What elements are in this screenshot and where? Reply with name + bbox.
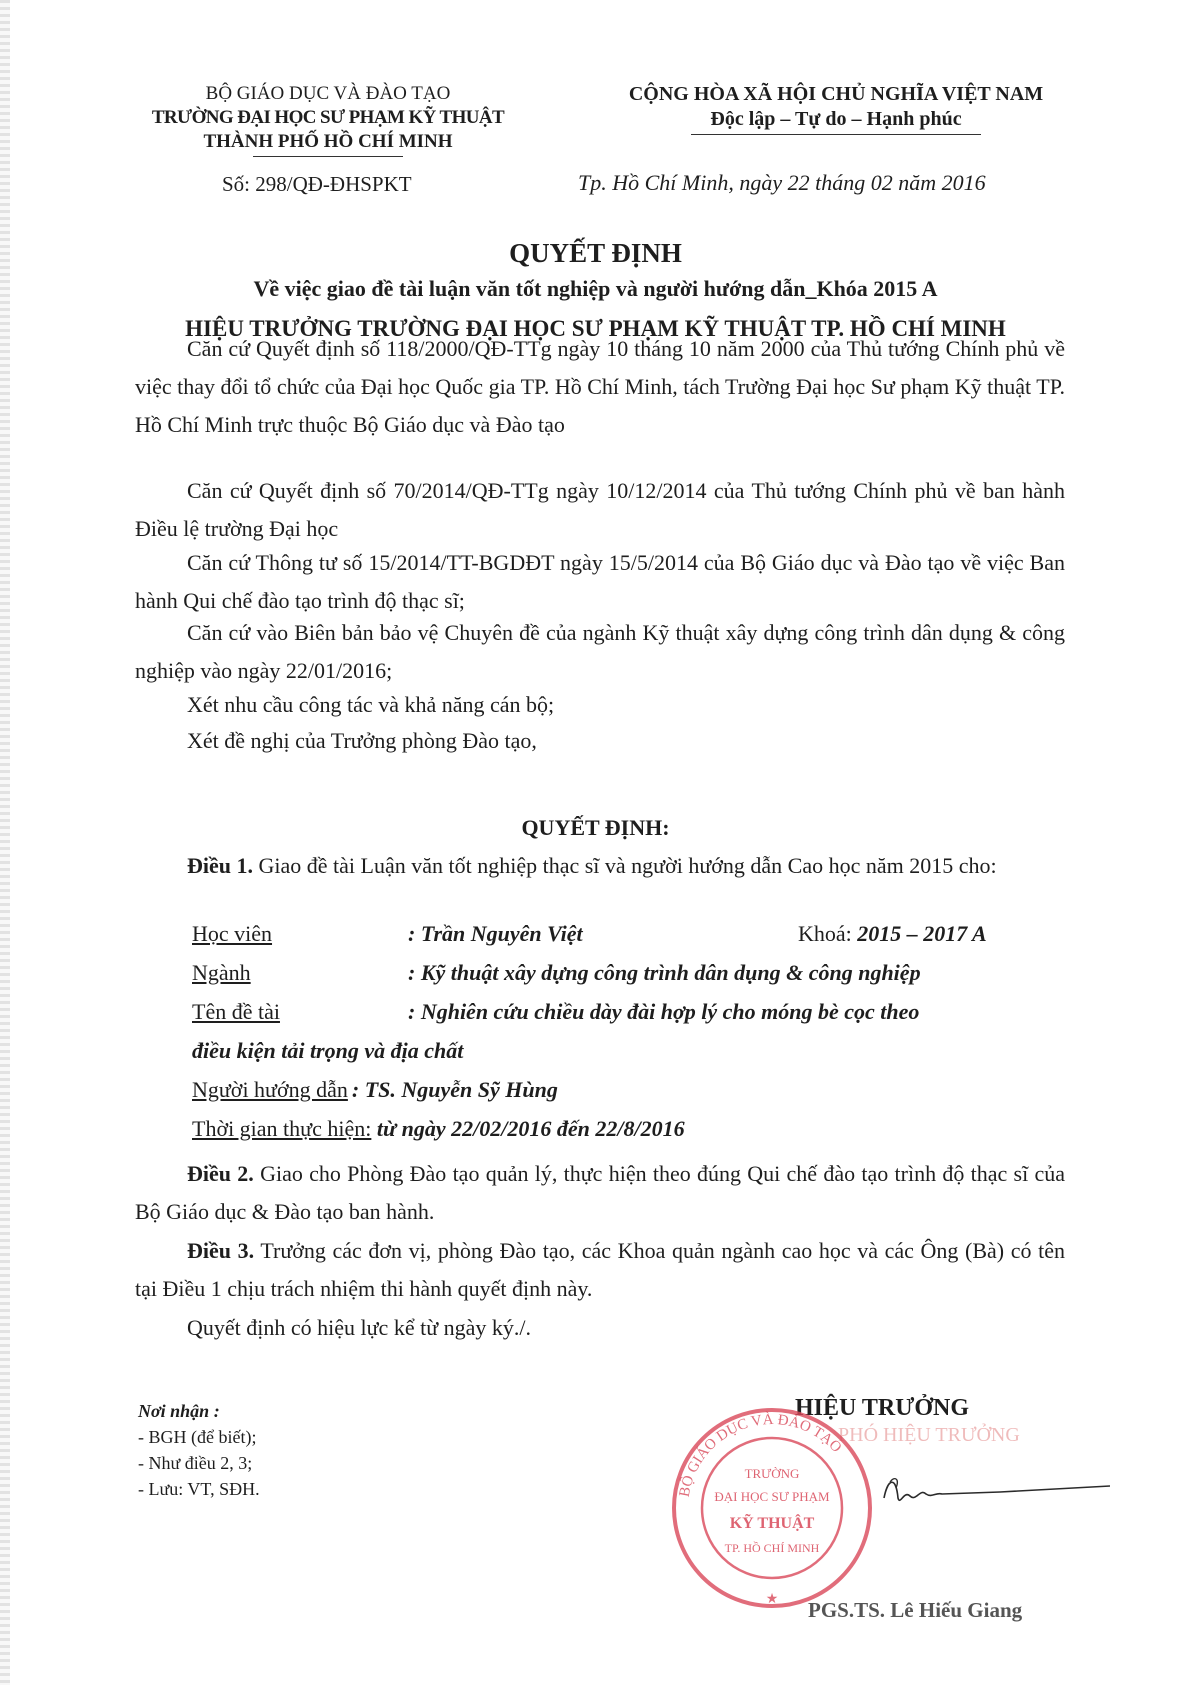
signer-name: PGS.TS. Lê Hiếu Giang [808,1598,1023,1622]
stamp-ring-text: BỘ GIÁO DỤC VÀ ĐÀO TẠO [676,1411,845,1499]
ministry-name: BỘ GIÁO DỤC VÀ ĐÀO TẠO [205,83,451,104]
major-label: Ngành [192,960,251,985]
preamble-3: Căn cứ Thông tư số 15/2014/TT-BGDĐT ngày 15/5/2014 của Bộ Giáo dục và Đào tạo về việc Ban hành Qui chế đào tạo trình độ thạc sĩ; [135,550,1065,613]
period-value: từ ngày 22/02/2016 đến 22/8/2016 [371,1116,685,1141]
preamble-2: Căn cứ Quyết định số 70/2014/QĐ-TTg ngày 10/12/2014 của Thủ tướng Chính phủ về ban hành Điều lệ trường Đại học [135,478,1065,541]
header-right [616,82,1056,135]
issuer: HIỆU TRƯỞNG TRƯỜNG ĐẠI HỌC SƯ PHẠM KỸ THUẬT TP. HỒ CHÍ MINH [185,316,1006,341]
topic-value-2: điều kiện tải trọng và địa chất [192,1038,464,1063]
stamp-line-2: ĐẠI HỌC SƯ PHẠM [714,1489,830,1504]
header-left [150,82,506,157]
student-value: : Trần Nguyên Việt [408,921,583,946]
major-value: : Kỹ thuật xây dựng công trình dân dụng & công nghiệp [408,960,921,985]
header-left-rule [253,156,403,157]
university-name: TRƯỜNG ĐẠI HỌC SƯ PHẠM KỸ THUẬT [151,107,505,128]
effective-statement: Quyết định có hiệu lực kể từ ngày ký./. [187,1315,531,1340]
header-right-rule [691,134,981,135]
handwritten-signature [880,1468,1110,1518]
advisor-wrap [192,1077,558,1103]
topic-label-wrap [192,999,280,1025]
topic-label: Tên đề tài [192,999,280,1024]
topic-value-1: : Nghiên cứu chiều dày đài hợp lý cho móng bè cọc theo [408,999,920,1024]
major-label-wrap [192,960,251,986]
student-label-wrap [192,921,272,947]
period-wrap [192,1116,685,1142]
recipient-item: - BGH (để biết); [138,1427,257,1447]
course-label: Khoá: [798,921,852,946]
article-1 [135,847,1065,885]
document-title: QUYẾT ĐỊNH [509,238,682,268]
recipients-title: Nơi nhận : [138,1401,220,1421]
republic-name: CỘNG HÒA XÃ HỘI CHỦ NGHĨA VIỆT NAM [628,83,1044,105]
article-1-text: Giao đề tài Luận văn tốt nghiệp thạc sĩ và người hướng dẫn Cao học năm 2015 cho: [258,853,997,878]
article-3-text: Trưởng các đơn vị, phòng Đào tạo, các Khoa quản ngành cao học và các Ông (Bà) có tên tại Điều 1 chịu trách nhiệm thi hành quyết định này. [135,1238,1065,1301]
article-2 [135,1155,1065,1231]
signature-title: HIỆU TRƯỞNG [795,1395,970,1421]
stamp-line-1: TRƯỜNG [744,1466,800,1481]
decision-heading: QUYẾT ĐỊNH: [521,815,670,840]
advisor-value: : TS. Nguyễn Sỹ Hùng [351,1077,558,1102]
preamble-6: Xét đề nghị của Trưởng phòng Đào tạo, [187,728,537,753]
document-subtitle: Về việc giao đề tài luận văn tốt nghiệp và người hướng dẫn_Khóa 2015 A [253,276,938,301]
motto: Độc lập – Tự do – Hạnh phúc [710,108,962,130]
document-number: Số: 298/QĐ-ĐHSPKT [222,172,412,196]
stamp-star-icon: ★ [765,1592,779,1607]
article-3-label: Điều 3. [187,1238,255,1263]
article-1-label: Điều 1. [187,853,253,878]
place-date: Tp. Hồ Chí Minh, ngày 22 tháng 02 năm 2016 [578,170,986,195]
preamble-4: Căn cứ vào Biên bản bảo vệ Chuyên đề của ngành Kỹ thuật xây dựng công trình dân dụng & công nghiệp vào ngày 22/01/2016; [135,620,1065,683]
article-2-label: Điều 2. [187,1161,254,1186]
course-value: 2015 – 2017 A [857,921,987,946]
stamp-line-4: TP. HỒ CHÍ MINH [724,1541,820,1555]
preamble-1: Căn cứ Quyết định số 118/2000/QĐ-TTg ngày 10 tháng 10 năm 2000 của Thủ tướng Chính phủ về việc thay đổi tổ chức của Đại học Quốc gia TP. Hồ Chí Minh, tách Trường Đại học Sư phạm Kỹ thuật TP. Hồ Chí Minh trực thuộc Bộ Giáo dục và Đào tạo [135,336,1065,437]
recipient-item: - Lưu: VT, SĐH. [138,1479,260,1499]
article-2-text: Giao cho Phòng Đào tạo quản lý, thực hiện theo đúng Qui chế đào tạo trình độ thạc sĩ của Bộ Giáo dục & Đào tạo ban hành. [135,1161,1066,1224]
recipients [138,1398,260,1502]
period-label: Thời gian thực hiện: [192,1116,372,1141]
course-wrap [798,921,987,947]
stamp-line-3: KỸ THUẬT [729,1515,815,1532]
advisor-label: Người hướng dẫn [192,1077,348,1102]
student-label: Học viên [192,921,273,946]
signature-faint-title: PHÓ HIỆU TRƯỞNG [838,1424,1020,1446]
article-3 [135,1232,1065,1308]
official-stamp [672,1398,872,1618]
recipient-item: - Như điều 2, 3; [138,1453,253,1473]
preamble-5: Xét nhu cầu công tác và khả năng cán bộ; [187,692,555,717]
city-name: THÀNH PHỐ HỒ CHÍ MINH [203,131,453,152]
